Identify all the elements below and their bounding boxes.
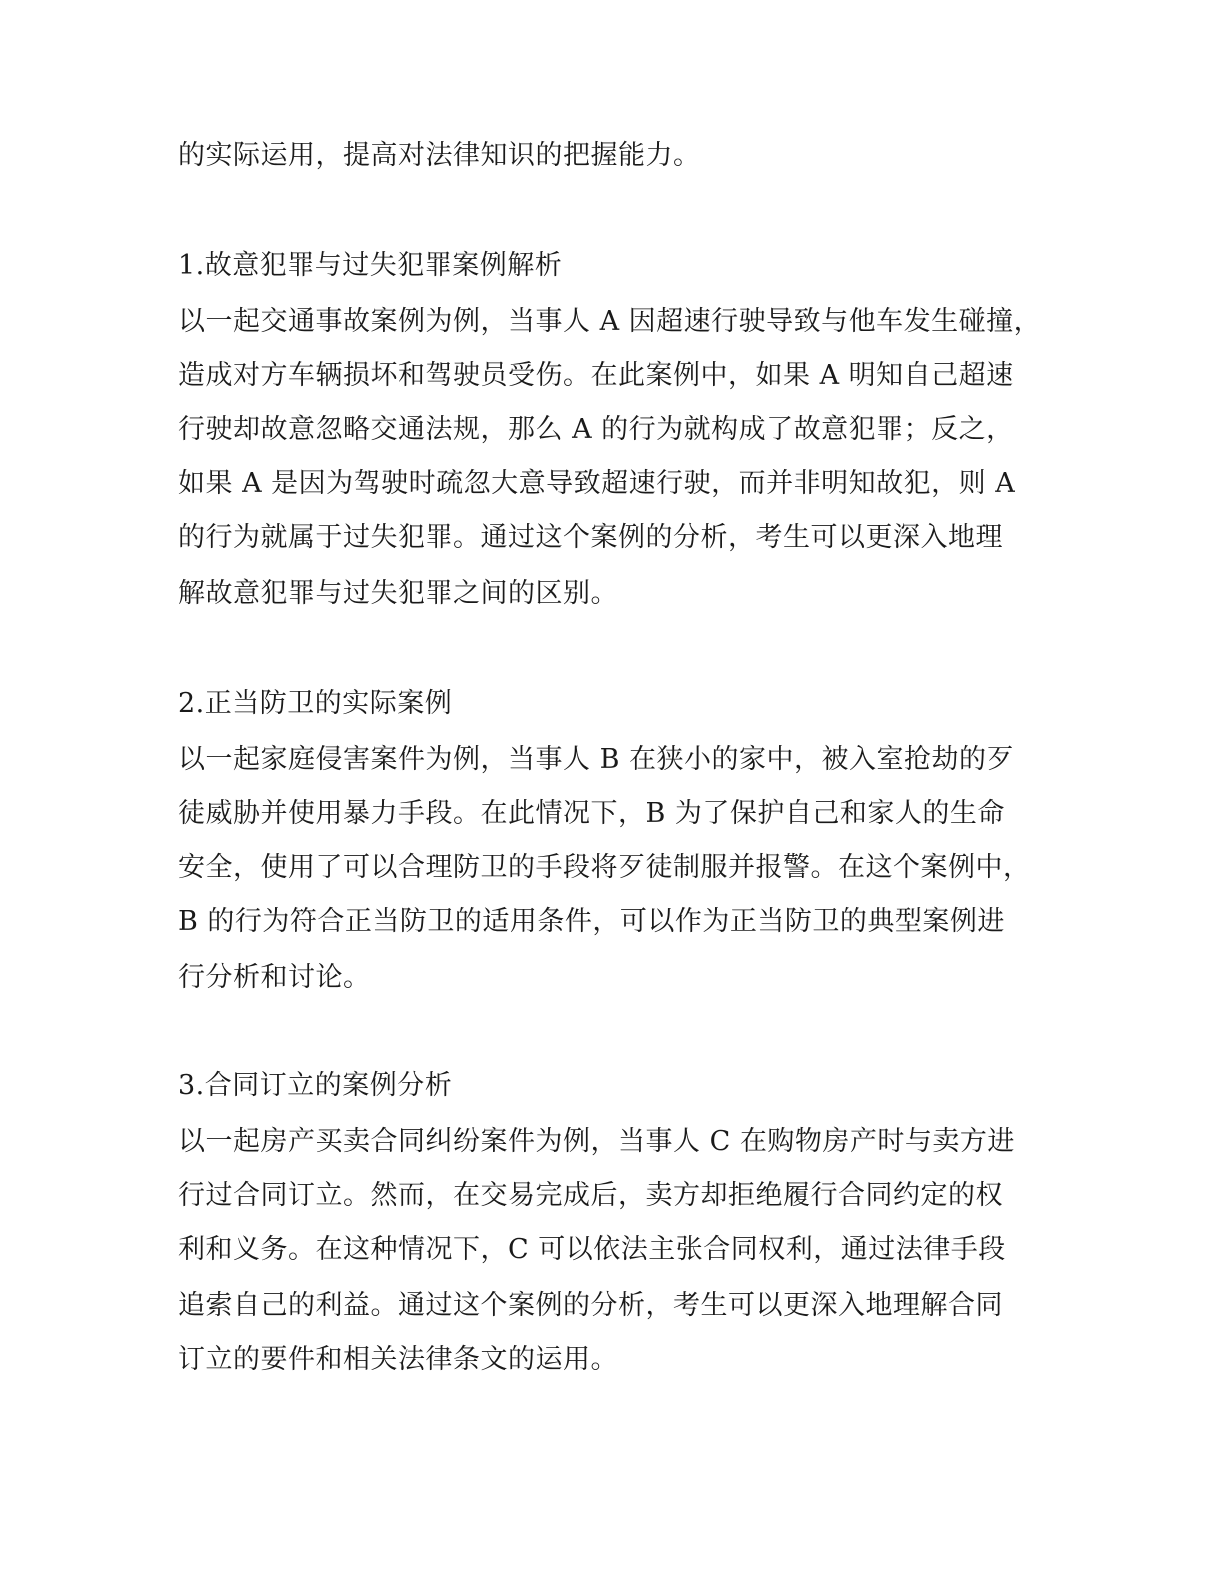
paragraph-line: 行驶却故意忽略交通法规，那么 A 的行为就构成了故意犯罪；反之， — [178, 414, 1014, 445]
paragraph-line: 行过合同订立。然而，在交易完成后，卖方却拒绝履行合同约定的权 — [178, 1180, 1003, 1211]
paragraph-line: 如果 A 是因为驾驶时疏忽大意导致超速行驶，而并非明知故犯，则 A — [178, 468, 1016, 499]
section-heading: 1.故意犯罪与过失犯罪案例解析 — [178, 250, 563, 281]
section-heading: 3.合同订立的案例分析 — [178, 1070, 453, 1101]
intro-line: 的实际运用，提高对法律知识的把握能力。 — [178, 140, 701, 171]
paragraph-line: 利和义务。在这种情况下，C 可以依法主张合同权利，通过法律手段 — [178, 1234, 1006, 1265]
paragraph-line: 的行为就属于过失犯罪。通过这个案例的分析，考生可以更深入地理 — [178, 522, 1003, 553]
paragraph-line: 造成对方车辆损坏和驾驶员受伤。在此案例中，如果 A 明知自己超速 — [178, 360, 1014, 391]
paragraph-line: 以一起交通事故案例为例，当事人 A 因超速行驶导致与他车发生碰撞， — [178, 306, 1042, 337]
paragraph-line: 以一起家庭侵害案件为例，当事人 B 在狭小的家中，被入室抢劫的歹 — [178, 744, 1015, 775]
paragraph-line: 安全，使用了可以合理防卫的手段将歹徒制服并报警。在这个案例中， — [178, 852, 1031, 883]
paragraph-line: 以一起房产买卖合同纠纷案件为例，当事人 C 在购物房产时与卖方进 — [178, 1126, 1015, 1157]
paragraph-line: 追索自己的利益。通过这个案例的分析，考生可以更深入地理解合同 — [178, 1290, 1003, 1321]
paragraph-line: 订立的要件和相关法律条文的运用。 — [178, 1344, 618, 1375]
section-heading: 2.正当防卫的实际案例 — [178, 688, 453, 719]
paragraph-line: 解故意犯罪与过失犯罪之间的区别。 — [178, 578, 618, 609]
paragraph-line: 行分析和讨论。 — [178, 962, 371, 993]
paragraph-line: B 的行为符合正当防卫的适用条件，可以作为正当防卫的典型案例进 — [178, 906, 1005, 937]
paragraph-line: 徒威胁并使用暴力手段。在此情况下，B 为了保护自己和家人的生命 — [178, 798, 1005, 829]
